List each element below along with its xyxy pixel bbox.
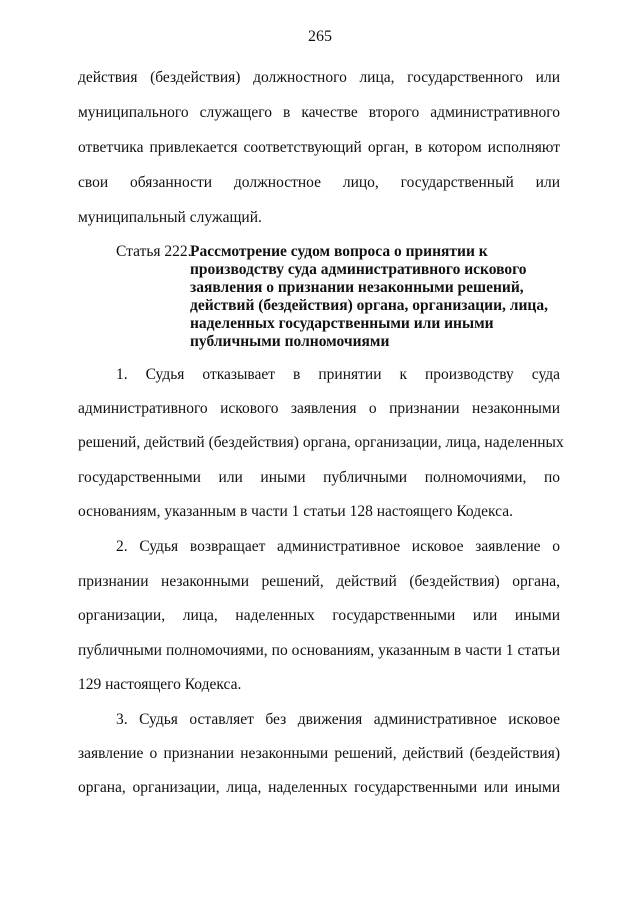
text-line: свои обязанности должностное лицо, государственный или [78,174,560,191]
text-line: муниципальный служащий. [78,209,262,226]
text-line: решений, действий (бездействия) органа, организации, лица, наделенных [78,434,564,451]
text-line: заявление о признании незаконными решений, действий (бездействия) [78,745,560,762]
article-title-line: действий (бездействия) органа, организации, лица, [190,297,548,314]
text-line: государственными или иными публичными полномочиями, по [78,469,560,486]
page-number: 265 [308,28,332,45]
text-line: ответчика привлекается соответствующий орган, в котором исполняют [78,139,560,156]
text-line: признании незаконными решений, действий (бездействия) органа, [78,573,560,590]
text-line: органа, организации, лица, наделенных государственными или иными [78,779,560,796]
article-title-line: заявления о признании незаконными решений, [190,279,524,296]
text-line: основаниям, указанным в части 1 статьи 128 настоящего Кодекса. [78,503,513,520]
text-line: публичными полномочиями, по основаниям, указанным в части 1 статьи [78,642,560,659]
article-title-line: производству суда административного искового [190,261,527,278]
text-line: 3. Судья оставляет без движения административное исковое [116,711,560,728]
text-line: административного искового заявления о признании незаконными [78,400,560,417]
article-title-line: наделенных государственными или иными [190,315,494,332]
article-title-line: Рассмотрение судом вопроса о принятии к [190,243,488,260]
article-label: Статья 222. [116,243,192,260]
article-title-line: публичными полномочиями [190,333,390,350]
text-line: муниципального служащего в качестве второго административного [78,104,560,121]
text-line: 1. Судья отказывает в принятии к производству суда [116,366,560,383]
text-line: 2. Судья возвращает административное исковое заявление о [116,538,560,555]
text-line: организации, лица, наделенных государственными или иными [78,607,560,624]
text-line: 129 настоящего Кодекса. [78,676,242,693]
text-line: действия (бездействия) должностного лица, государственного или [78,69,560,86]
